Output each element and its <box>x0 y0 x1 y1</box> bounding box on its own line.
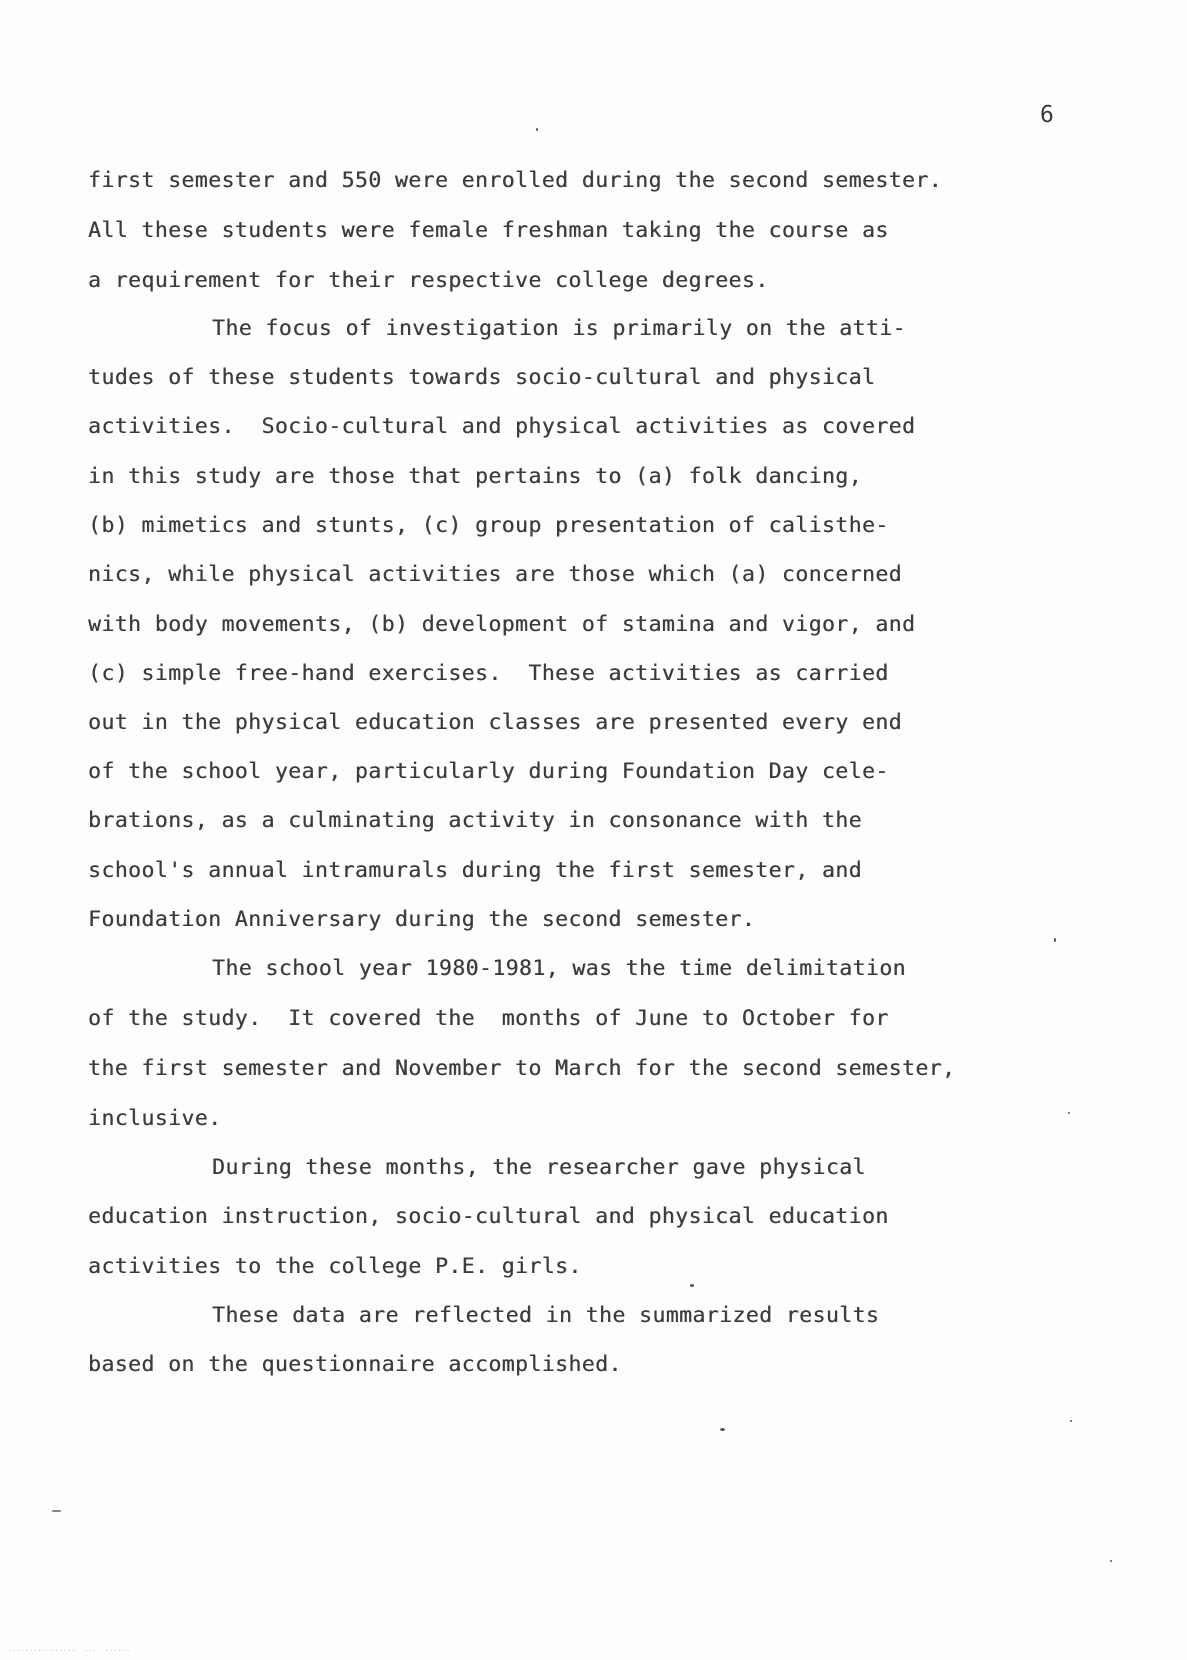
text-line: of the study. It covered the months of June to October for <box>88 1006 889 1031</box>
page-number: 6 <box>1040 102 1054 128</box>
scan-speck <box>690 1284 694 1287</box>
text-line: activities to the college P.E. girls. <box>88 1254 582 1279</box>
text-line: activities. Socio-cultural and physical activities as covered <box>88 414 916 439</box>
scan-speck <box>1068 1112 1070 1114</box>
text-line: nics, while physical activities are those which (a) concerned <box>88 562 902 587</box>
scan-speck <box>720 1428 725 1431</box>
text-line: a requirement for their respective college degrees. <box>88 268 769 293</box>
scan-speck <box>1070 1420 1072 1422</box>
text-line: inclusive. <box>88 1106 222 1131</box>
text-line: All these students were female freshman taking the course as <box>88 218 889 243</box>
text-line: with body movements, (b) development of stamina and vigor, and <box>88 612 916 637</box>
paragraph-start-line: The school year 1980-1981, was the time delimitation <box>212 956 906 981</box>
text-line: (b) mimetics and stunts, (c) group presentation of calisthe- <box>88 513 889 538</box>
text-line: the first semester and November to March for the second semester, <box>88 1056 956 1081</box>
text-line: (c) simple free-hand exercises. These activities as carried <box>88 661 889 686</box>
scan-speck <box>536 128 538 131</box>
paragraph-start-line: The focus of investigation is primarily on the atti- <box>212 316 906 341</box>
scan-footer-text: ................ ... ...... <box>8 1645 131 1653</box>
paragraph-start-line: These data are reflected in the summarized results <box>212 1303 880 1328</box>
scan-speck <box>1054 938 1056 942</box>
text-line: in this study are those that pertains to (a) folk dancing, <box>88 464 862 489</box>
text-line: school's annual intramurals during the first semester, and <box>88 858 862 883</box>
paragraph-start-line: During these months, the researcher gave physical <box>212 1155 866 1180</box>
text-line: tudes of these students towards socio-cultural and physical <box>88 365 876 390</box>
text-line: Foundation Anniversary during the second semester. <box>88 907 756 932</box>
text-line: out in the physical education classes are presented every end <box>88 710 902 735</box>
text-line: based on the questionnaire accomplished. <box>88 1352 622 1377</box>
text-line: first semester and 550 were enrolled during the second semester. <box>88 168 943 193</box>
scan-speck <box>52 1510 61 1512</box>
text-line: brations, as a culminating activity in consonance with the <box>88 808 862 833</box>
scan-speck <box>1110 1560 1112 1562</box>
text-line: of the school year, particularly during Foundation Day cele- <box>88 759 889 784</box>
text-line: education instruction, socio-cultural and physical education <box>88 1204 889 1229</box>
